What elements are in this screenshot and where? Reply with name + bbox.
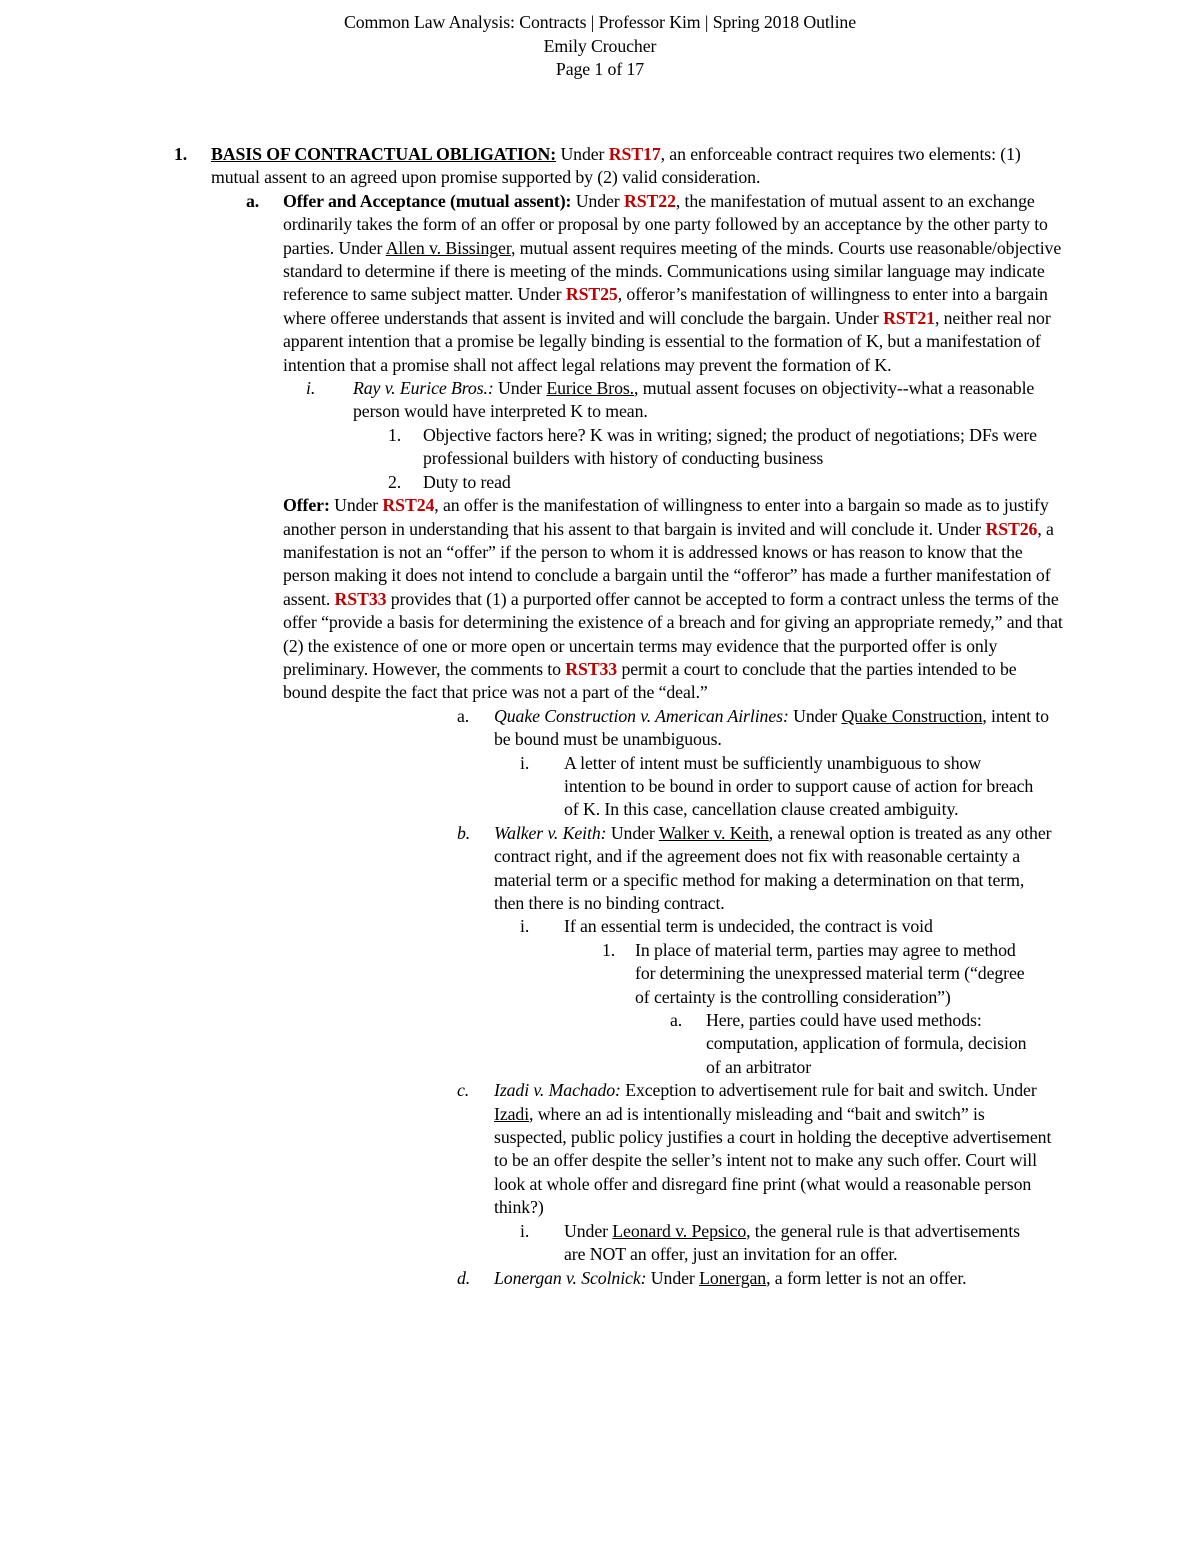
list-marker: a. [457, 705, 470, 726]
rule-reference: RST17 [608, 144, 661, 164]
list-marker: d. [457, 1267, 471, 1288]
header-author: Emily Croucher [543, 35, 657, 56]
case-name: Allen v. Bissinger [385, 237, 511, 258]
list-item: i. If an essential term is undecided, the contract is void [564, 915, 1044, 938]
case-walker: b. Walker v. Keith: Under Walker v. Keith, a renewal option is treated as any other contract right, and if the agreement does not fix with reasonable certainty a material term or a specific method for making a determination on that term, then there is no binding contract. [457, 822, 1052, 913]
rule-reference: RST24 [382, 495, 435, 516]
item-heading: Offer and Acceptance (mutual assent): [283, 190, 572, 211]
case-name: Lonergan [699, 1267, 767, 1288]
rule-reference: RST26 [985, 518, 1038, 539]
rule-reference: RST33 [565, 658, 618, 679]
rule-reference: RST21 [883, 307, 935, 328]
rule-reference: RST33 [334, 588, 387, 609]
case-title: Lonergan v. Scolnick: [494, 1267, 647, 1288]
case-title: Izadi v. Machado: [494, 1080, 621, 1101]
list-marker: 2. [388, 471, 402, 492]
case-izadi: c. Izadi v. Machado: Exception to advertisement rule for bait and switch. Under Izadi, where an ad is intentionally misleading and “bait and switch” is suspected, public policy justifies a court in holding the deceptive advertisement to be an offer despite the seller’s intent not to make any such offer. Court will look at whole offer and disregard fine print (what would a reasonable person think?) [457, 1080, 1052, 1218]
list-item: i. Under Leonard v. Pepsico, the general rule is that advertisements are NOT an offer, just an invitation for an offer. [520, 1220, 1020, 1265]
case-ray: i. Ray v. Eurice Bros.: Under Eurice Bros., mutual assent focuses on objectivity--what a reasonable person would have interpreted K to mean. [306, 378, 1035, 422]
list-marker: c. [457, 1080, 470, 1101]
list-item: i. A letter of intent must be sufficiently unambiguous to show intention to be bound in order to support cause of action for breach of K. In this case, cancellation clause created ambiguity. [520, 752, 1034, 820]
list-item: 1. In place of material term, parties may agree to method for determining the unexpressed material term (“degree of certainty is the controlling consideration”) [602, 939, 1025, 1007]
case-lonergan: d. Lonergan v. Scolnick: Under Lonergan, a form letter is not an offer. [494, 1267, 1054, 1290]
list-marker: i. [520, 1220, 530, 1241]
header-page-number: Page 1 of 17 [555, 59, 645, 79]
list-marker: 1. [388, 424, 402, 445]
section-heading: BASIS OF CONTRACTUAL OBLIGATION: [211, 144, 557, 164]
rule-reference: RST25 [565, 284, 618, 305]
list-item: a. Here, parties could have used methods: computation, application of formula, decision of an arbitrator [670, 1010, 1027, 1077]
list-marker: a. [670, 1010, 683, 1031]
offer-paragraph: Offer: Under RST24, an offer is the manifestation of willingness to enter into a bargain so made as to justify another person in understanding that his assent to that bargain is invited and will conclude it. Under RST26, a manifestation is not an “offer” if the person to whom it is addressed knows or has reason to know that the person making it does not intend to conclude a bargain until the “offeror” has made a further manifestation of assent. RST33 provides that (1) a purported offer cannot be accepted to form a contract unless the terms of the offer “provide a basis for determining the existence of a breach and for giving an appropriate remedy,” and that (2) the existence of one or more open or uncertain terms may evidence that the purported offer is only preliminary. However, the comments to RST33 permit a court to conclude that the parties intended to be bound despite the fact that price was not a part of the “deal.” [283, 495, 1063, 703]
case-name: Walker v. Keith [658, 822, 769, 843]
list-marker: a. [246, 190, 260, 211]
list-marker: 1. [602, 939, 616, 960]
case-name: Leonard v. Pepsico [612, 1220, 747, 1241]
section-basis: 1. BASIS OF CONTRACTUAL OBLIGATION: Under RST17, an enforceable contract requires two elements: (1) mutual assent to an agreed upon promise supported by (2) valid consideration. [174, 144, 1021, 188]
outline-body [0, 143, 1200, 1290]
list-item: 2. Duty to read [423, 471, 1063, 494]
page-header [0, 11, 1200, 82]
item-offer-acceptance: a. Offer and Acceptance (mutual assent): Under RST22, the manifestation of mutual assent to an exchange ordinarily takes the form of an offer or proposal by one party followed by an acceptance by the other party to parties. Under Allen v. Bissinger, mutual assent requires meeting of the minds. Courts use reasonable/objective standard to determine if there is meeting of the minds. Communications using similar language may indicate reference to same subject matter. Under RST25, offeror’s manifestation of willingness to enter into a bargain where offeree understands that assent is invited and will conclude the bargain. Under RST21, neither real nor apparent intention that a promise be legally binding is essential to the formation of K, but a manifestation of intention that a promise shall not affect legal relations may prevent the formation of K. [246, 190, 1062, 375]
case-title: Ray v. Eurice Bros.: [353, 378, 494, 399]
list-marker: 1. [174, 144, 188, 164]
case-name: Eurice Bros. [546, 378, 635, 399]
list-item: 1. Objective factors here? K was in writing; signed; the product of negotiations; DFs were professional builders with history of conducting business [388, 424, 1037, 469]
list-marker: b. [457, 822, 471, 843]
case-title: Quake Construction v. American Airlines: [494, 705, 789, 726]
offer-heading: Offer: [283, 495, 330, 516]
case-name: Izadi [494, 1103, 530, 1124]
case-quake: a. Quake Construction v. American Airlines: Under Quake Construction, intent to be bound must be unambiguous. [457, 705, 1049, 750]
list-marker: i. [520, 916, 530, 937]
rule-reference: RST22 [623, 190, 676, 211]
list-marker: i. [520, 752, 530, 773]
header-course-title: Common Law Analysis: Contracts | Professor Kim | Spring 2018 Outline [344, 12, 856, 32]
case-name: Quake Construction [841, 705, 983, 726]
list-marker: i. [306, 378, 316, 399]
case-title: Walker v. Keith: [494, 822, 607, 843]
